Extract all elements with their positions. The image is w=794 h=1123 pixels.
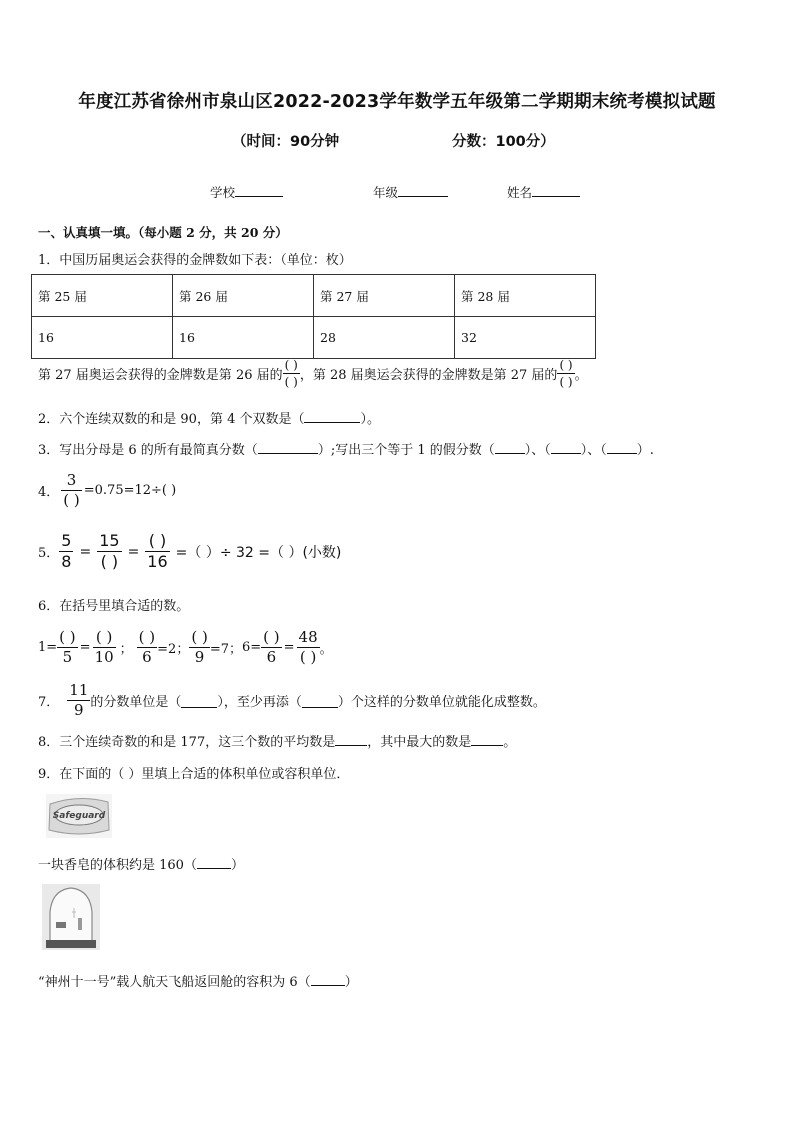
school-label: 学校 bbox=[210, 185, 236, 200]
question-1-text: 1．中国历届奥运会获得的金牌数如下表：（单位：枚） bbox=[38, 253, 352, 268]
table-cell: 28 bbox=[314, 317, 455, 359]
fraction: $\frac{5}{8}$ bbox=[61, 531, 72, 571]
fraction-blank[interactable]: $\frac{( )}{10}$ bbox=[94, 628, 114, 666]
table-cell: 16 bbox=[32, 317, 173, 359]
table-cell: 32 bbox=[455, 317, 596, 359]
exam-title: 年度江苏省徐州市泉山区2022-2023学年数学五年级第二学期期末统考模拟试题 bbox=[78, 92, 716, 112]
section-heading: 一、认真填一填。（每小题 2 分，共 20 分） bbox=[38, 225, 288, 240]
exam-time: （时间：90分钟 bbox=[232, 134, 340, 150]
answer-blank[interactable] bbox=[335, 732, 367, 746]
question-2: 2．六个连续双数的和是 90，第 4 个双数是（ ）。 bbox=[38, 408, 380, 427]
name-label: 姓名 bbox=[507, 185, 533, 200]
grade-field[interactable] bbox=[373, 182, 448, 201]
soap-image bbox=[46, 794, 112, 838]
fraction: $\frac{( )}{16}$ bbox=[147, 531, 168, 571]
medal-table bbox=[31, 274, 596, 359]
table-cell: 16 bbox=[173, 317, 314, 359]
question-7: 7． $\frac{11}{9}$ 的分数单位是（ ），至少再添（ ）个这样的分数单位就能化成整数。 bbox=[38, 681, 546, 719]
table-header-cell: 第 25 届 bbox=[32, 275, 173, 317]
answer-blank[interactable] bbox=[551, 440, 581, 454]
fraction-blank[interactable]: $\frac{( )}{5}$ bbox=[59, 628, 76, 666]
question-9-text: 9．在下面的（ ）里填上合适的体积单位或容积单位． bbox=[38, 767, 350, 782]
table-header-cell: 第 28 届 bbox=[455, 275, 596, 317]
question-5: 5． $\frac{5}{8}$ = $\frac{15}{( )}$ = $\frac{( )}{16}$ =（ ）÷ 32 =（ ）(小数) bbox=[38, 531, 342, 571]
fraction-blank[interactable]: $\frac{( )}{6}$ bbox=[138, 628, 156, 666]
fraction-blank[interactable]: $\frac{( )}{6}$ bbox=[263, 628, 280, 666]
answer-blank[interactable] bbox=[304, 409, 360, 423]
fraction-blank[interactable]: $\frac{( )}{( )}$ bbox=[284, 358, 298, 389]
answer-blank[interactable] bbox=[471, 732, 503, 746]
name-field[interactable] bbox=[507, 182, 580, 201]
answer-blank[interactable] bbox=[607, 440, 637, 454]
fraction: $\frac{15}{( )}$ bbox=[99, 531, 120, 571]
question-4: 4． $\frac{3}{( )}$ =0.75=12÷( ) bbox=[38, 471, 177, 509]
table-header-cell: 第 27 届 bbox=[314, 275, 455, 317]
fraction-blank[interactable]: $\frac{( )}{( )}$ bbox=[559, 358, 573, 389]
answer-blank[interactable] bbox=[302, 694, 338, 708]
answer-blank[interactable] bbox=[311, 972, 345, 986]
answer-blank[interactable] bbox=[197, 855, 231, 869]
soap-brand-text: Safeguard bbox=[52, 811, 106, 821]
exam-score: 分数：100分） bbox=[452, 134, 555, 150]
capsule-image bbox=[42, 884, 100, 950]
fraction-blank[interactable]: $\frac{48}{( )}$ bbox=[298, 628, 318, 666]
answer-blank[interactable] bbox=[258, 440, 318, 454]
fraction-blank[interactable]: $\frac{( )}{9}$ bbox=[191, 628, 208, 666]
fraction: $\frac{11}{9}$ bbox=[69, 681, 89, 719]
answer-blank[interactable] bbox=[181, 694, 217, 708]
fraction: $\frac{3}{( )}$ bbox=[63, 471, 80, 509]
question-6-equations: 1= $\frac{( )}{5}$ = $\frac{( )}{10}$ ； $\frac{( )}{6}$ =2； $\frac{( )}{9}$ =7； 6= $\frac{( )}{6}$ = $\frac{48}{( )}$ 。 bbox=[38, 628, 333, 666]
answer-blank[interactable] bbox=[495, 440, 525, 454]
school-field[interactable] bbox=[210, 182, 283, 201]
grade-label: 年级 bbox=[373, 185, 399, 200]
question-8: 8．三个连续奇数的和是 177，这三个数的平均数是 ，其中最大的数是 。 bbox=[38, 731, 516, 750]
question-1-followup: 第 27 届奥运会获得的金牌数是第 26 届的 $\frac{( )}{( )}$ ，第 28 届奥运会获得的金牌数是第 27 届的 $\frac{( )}{( )}$ 。 bbox=[38, 358, 588, 389]
question-3: 3．写出分母是 6 的所有最简真分数（ ）;写出三个等于 1 的假分数（ ）、（ ）、（ ）. bbox=[38, 439, 654, 458]
capsule-question: “神州十一号”载人航天飞船返回舱的容积为 6（ ） bbox=[38, 971, 358, 990]
question-6-text: 6．在括号里填合适的数。 bbox=[38, 599, 190, 614]
table-header-cell: 第 26 届 bbox=[173, 275, 314, 317]
soap-question: 一块香皂的体积约是 160（ ） bbox=[38, 854, 244, 873]
